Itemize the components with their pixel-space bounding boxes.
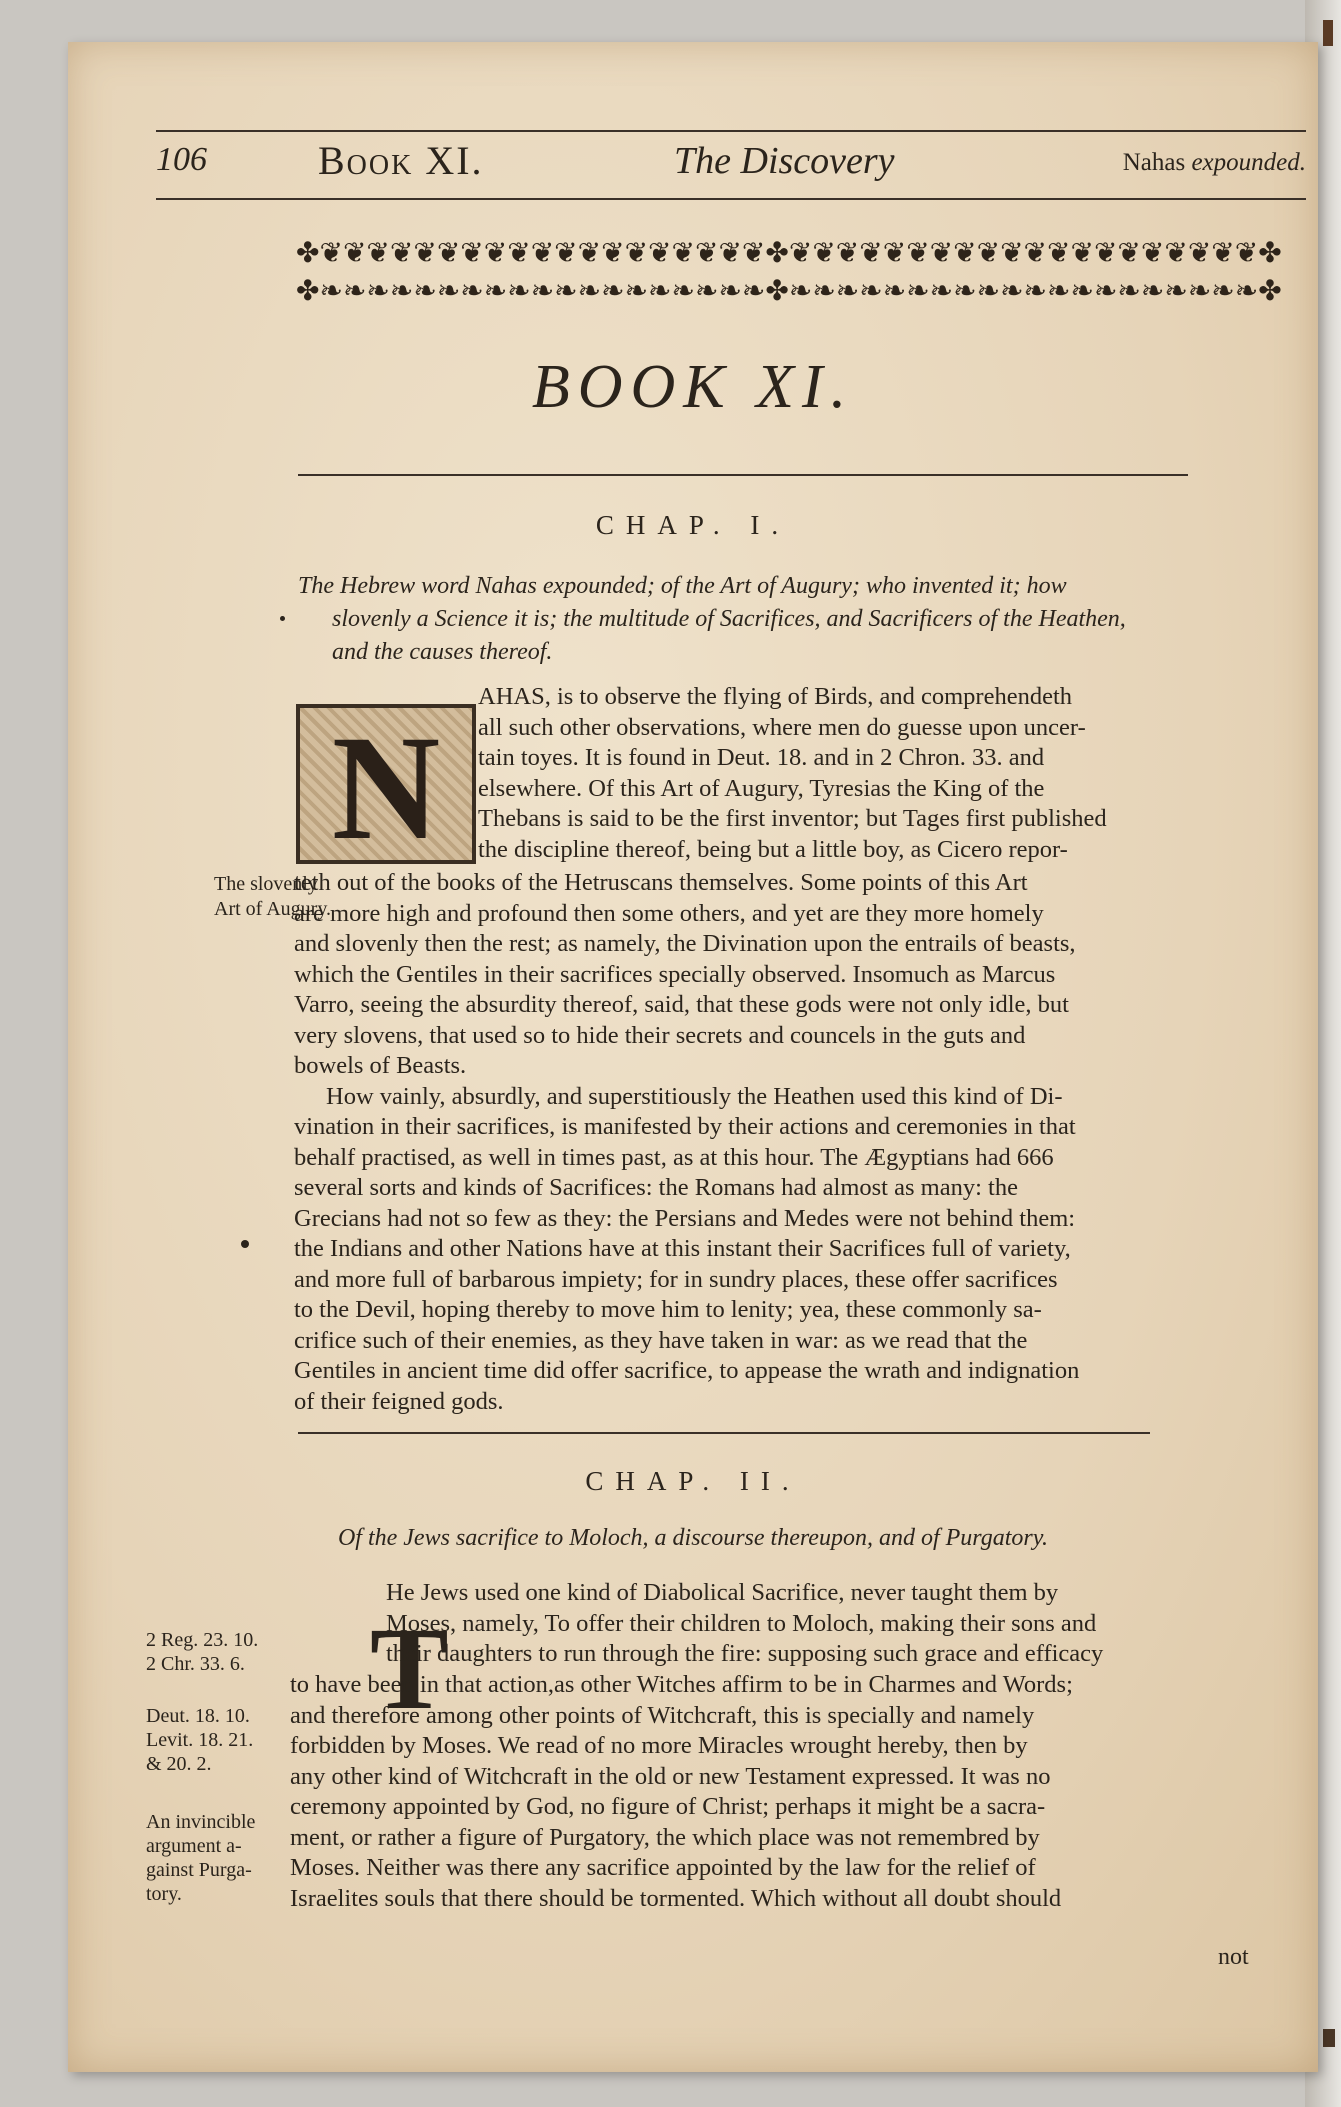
fleuron-icon: ❦ (859, 238, 883, 269)
margin-note-line: tory. (146, 1883, 182, 1905)
text-line: and slovenly then the rest; as namely, the Divination upon the entrails of beasts, (294, 930, 1076, 957)
text-line: very slovens, that used so to hide their secrets and councels in the guts and (294, 1021, 1026, 1049)
margin-note-line: Deut. 18. 10. (146, 1705, 250, 1727)
text-line: AHAS, is to observe the flying of Birds, and comprehendeth (478, 683, 1073, 710)
fleuron-icon: ❦ (507, 238, 531, 269)
fleuron-icon: ❧ (694, 276, 719, 307)
fleuron-icon: ❦ (648, 238, 672, 269)
fleuron-icon: ✤ (1258, 276, 1282, 307)
fleuron-icon: ❦ (460, 238, 484, 269)
fleuron-icon: ❦ (835, 238, 860, 269)
margin-note-line: An invincible (146, 1811, 256, 1833)
fleuron-icon: ❧ (460, 276, 484, 307)
fleuron-icon: ❧ (648, 276, 672, 307)
fleuron-icon: ✤ (296, 276, 320, 307)
text-line: ment, or rather a figure of Purgatory, the which place was not remembred by (290, 1823, 1040, 1851)
fleuron-icon: ❧ (554, 276, 578, 307)
drop-cap-n (296, 704, 476, 871)
fleuron-icon: ❧ (1093, 276, 1118, 307)
fleuron-icon: ❦ (436, 238, 461, 269)
fleuron-icon: ❦ (671, 238, 695, 269)
running-book: Book XI. (318, 138, 484, 183)
margin-note (214, 872, 331, 922)
fleuron-icon: ❦ (1140, 238, 1165, 269)
fleuron-icon: ❦ (694, 238, 719, 269)
text-line: any other kind of Witchcraft in the old or new Testament expressed. It was no (290, 1762, 1051, 1790)
fleuron-icon: ❦ (413, 238, 437, 269)
fleuron-icon: ❧ (1117, 276, 1141, 307)
fleuron-icon: ❧ (1023, 276, 1047, 307)
running-subject-rest: expounded. (1191, 149, 1306, 176)
running-title: The Discovery (674, 140, 895, 182)
fleuron-icon: ❧ (366, 276, 390, 307)
fleuron-icon: ❦ (741, 238, 766, 269)
fleuron-icon: ❧ (741, 276, 766, 307)
text-line: Grecians had not so few as they: the Persians and Medes were not behind them: (294, 1204, 1076, 1232)
fleuron-icon: ❧ (577, 276, 602, 307)
margin-note-line: The slovenly (214, 873, 318, 895)
fleuron-icon: ❧ (1211, 276, 1235, 307)
fleuron-icon: ❦ (788, 238, 813, 269)
margin-note-line: argument a- (146, 1835, 242, 1857)
margin-note-line: 2 Reg. 23. 10. (146, 1629, 259, 1651)
fleuron-border (296, 238, 1282, 316)
fleuron-icon: ❦ (366, 238, 390, 269)
fleuron-icon: ❦ (342, 238, 367, 269)
header-rule-bottom (156, 198, 1306, 200)
chapter-heading: CHAP. I. (595, 510, 791, 540)
text-line: and more full of barbarous impiety; for in sundry places, these offer sacrifices (294, 1265, 1058, 1293)
fleuron-icon: ✤ (765, 238, 789, 269)
text-line: Moses. Neither was there any sacrifice appointed by the law for the relief of (290, 1854, 1036, 1881)
fleuron-icon: ❦ (1093, 238, 1118, 269)
book-title: BOOK XI. (531, 353, 855, 421)
text-line: tain toyes. It is found in Deut. 18. and in 2 Chron. 33. and (478, 744, 1045, 771)
text-line: behalf practised, as well in times past, as at this hour. The Ægyptians had 666 (294, 1143, 1054, 1171)
drop-cap-letter: N (331, 705, 441, 871)
fleuron-icon: ✤ (1258, 238, 1282, 269)
fleuron-icon: ❧ (671, 276, 695, 307)
fleuron-icon: ❦ (929, 238, 954, 269)
fleuron-icon: ❧ (413, 276, 437, 307)
fleuron-icon: ❧ (788, 276, 813, 307)
text-line: How vainly, absurdly, and superstitiously the Heathen used this kind of Di- (326, 1082, 1063, 1110)
fleuron-icon: ❧ (976, 276, 1001, 307)
ink-speck (280, 616, 285, 621)
fleuron-icon: ❧ (882, 276, 907, 307)
chapter-summary (298, 570, 1218, 669)
chapter-heading: CHAP. II. (585, 1466, 801, 1496)
fleuron-icon: ❦ (577, 238, 602, 269)
text-line: He Jews used one kind of Diabolical Sacrifice, never taught them by (386, 1579, 1059, 1606)
fleuron-icon: ❦ (624, 238, 649, 269)
fleuron-icon: ❦ (718, 238, 742, 269)
title-rule (298, 474, 1188, 476)
text-line: bowels of Beasts. (294, 1052, 467, 1079)
text-line: forbidden by Moses. We read of no more Miracles wrought hereby, then by (290, 1732, 1028, 1759)
fleuron-icon: ❧ (483, 276, 508, 307)
text-line: elsewhere. Of this Art of Augury, Tyresias the King of the (478, 774, 1045, 802)
fleuron-icon: ❧ (859, 276, 883, 307)
running-head (156, 137, 1306, 197)
chapter-rule (298, 1432, 1150, 1434)
fleuron-icon: ❧ (718, 276, 742, 307)
fleuron-icon: ❦ (1211, 238, 1235, 269)
text-line: all such other observations, where men do guesse upon uncer- (478, 713, 1086, 741)
summary-line: slovenly a Science it is; the multitude of Sacrifices, and Sacrificers of the Heathen, (332, 606, 1126, 632)
chapter-summary: Of the Jews sacrifice to Moloch, a discourse thereupon, and of Purgatory. (337, 1525, 1049, 1551)
fleuron-icon: ❧ (436, 276, 461, 307)
text-line: the Indians and other Nations have at this instant their Sacrifices full of variety, (294, 1235, 1071, 1262)
fleuron-icon: ❧ (1234, 276, 1259, 307)
fleuron-icon: ❧ (953, 276, 977, 307)
summary-line: and the causes thereof. (332, 639, 553, 665)
fleuron-icon: ❦ (1187, 238, 1212, 269)
fleuron-icon: ❦ (882, 238, 907, 269)
fleuron-icon: ❧ (601, 276, 625, 307)
page-tab (1323, 2029, 1335, 2047)
fleuron-icon: ❦ (953, 238, 977, 269)
fleuron-icon: ❦ (389, 238, 414, 269)
fleuron-icon: ❧ (342, 276, 367, 307)
fleuron-icon: ❧ (1164, 276, 1188, 307)
catchword: not (1218, 1944, 1249, 1970)
text-line: which the Gentiles in their sacrifices specially observed. Insomuch as Marcus (294, 960, 1056, 988)
fleuron-icon: ❧ (929, 276, 954, 307)
header-rule-top (156, 130, 1306, 132)
fleuron-row (296, 276, 1282, 307)
fleuron-icon: ❦ (1164, 238, 1188, 269)
text-line: Gentiles in ancient time did offer sacrifice, to appease the wrath and indignation (294, 1357, 1080, 1384)
fleuron-icon: ✤ (296, 238, 320, 269)
text-line: teth out of the books of the Hetruscans themselves. Some points of this Art (294, 869, 1028, 896)
text-line: to the Devil, hoping thereby to move him to lenity; yea, these commonly sa- (294, 1296, 1042, 1323)
text-line: Thebans is said to be the first inventor; but Tages first published (478, 805, 1107, 832)
fleuron-icon: ❧ (507, 276, 531, 307)
fleuron-icon: ❧ (1070, 276, 1094, 307)
fleuron-icon: ❦ (1070, 238, 1094, 269)
fleuron-row (296, 238, 1282, 269)
fleuron-icon: ❧ (319, 276, 343, 307)
margin-note-line: 2 Chr. 33. 6. (146, 1653, 245, 1675)
fleuron-icon: ❦ (1117, 238, 1141, 269)
summary-line: The Hebrew word Nahas expounded; of the Art of Augury; who invented it; how (298, 573, 1067, 599)
fleuron-icon: ❦ (976, 238, 1001, 269)
fleuron-icon: ❧ (624, 276, 649, 307)
text-line: of their feigned gods. (294, 1387, 504, 1415)
fleuron-icon: ❧ (906, 276, 930, 307)
text-line: the discipline thereof, being but a little boy, as Cicero repor- (478, 835, 1068, 863)
fleuron-icon: ❧ (1000, 276, 1024, 307)
text-line: their daughters to run through the fire: supposing such grace and efficacy (386, 1640, 1104, 1667)
fleuron-icon: ❦ (483, 238, 508, 269)
text-line: and therefore among other points of Witchcraft, this is specially and namely (290, 1701, 1035, 1729)
ink-speck (241, 1240, 249, 1248)
text-line: crifice such of their enemies, as they have taken in war: as we read that the (294, 1326, 1028, 1354)
fleuron-icon: ❧ (1187, 276, 1212, 307)
fleuron-icon: ❧ (812, 276, 836, 307)
fleuron-icon: ❦ (530, 238, 555, 269)
book-page (68, 42, 1318, 2072)
text-line: vination in their sacrifices, is manifested by their actions and ceremonies in that (294, 1113, 1076, 1140)
fleuron-icon: ❦ (812, 238, 836, 269)
text-line: Moses, namely, To offer their children to Moloch, making their sons and (386, 1609, 1097, 1637)
fleuron-icon: ❧ (530, 276, 555, 307)
drop-cap-t: T (370, 1603, 449, 1734)
fleuron-icon: ✤ (765, 276, 789, 307)
text-line: to have been in that action,as other Witches affirm to be in Charmes and Words; (290, 1671, 1073, 1698)
page-number: 106 (156, 141, 207, 178)
fleuron-icon: ❧ (389, 276, 414, 307)
page-tab (1323, 20, 1333, 46)
fleuron-icon: ❦ (601, 238, 625, 269)
fleuron-icon: ❧ (1140, 276, 1165, 307)
fleuron-icon: ❦ (1000, 238, 1024, 269)
text-line: several sorts and kinds of Sacrifices: the Romans had almost as many: the (294, 1174, 1018, 1201)
fleuron-icon: ❧ (835, 276, 860, 307)
fleuron-icon: ❦ (906, 238, 930, 269)
fleuron-icon: ❦ (1047, 238, 1071, 269)
running-subject-word: Nahas (1122, 149, 1186, 176)
running-subject (1123, 149, 1306, 177)
fleuron-icon: ❦ (554, 238, 578, 269)
margin-note-line: Art of Augury. (214, 898, 332, 920)
text-line: Varro, seeing the absurdity thereof, said, that these gods were not only idle, but (294, 991, 1069, 1018)
margin-note-line: gainst Purga- (146, 1859, 252, 1881)
fleuron-icon: ❦ (1023, 238, 1047, 269)
margin-note-line: Levit. 18. 21. (146, 1729, 254, 1751)
fleuron-icon: ❧ (1047, 276, 1071, 307)
fleuron-icon: ❦ (1234, 238, 1259, 269)
text-line: ceremony appointed by God, no figure of Christ; perhaps it might be a sacra- (290, 1793, 1046, 1820)
text-line: Israelites souls that there should be tormented. Which without all doubt should (290, 1884, 1062, 1912)
text-line: are more high and profound then some others, and yet are they more homely (294, 899, 1044, 927)
fleuron-icon: ❦ (319, 238, 343, 269)
margin-note-line: & 20. 2. (146, 1753, 212, 1775)
